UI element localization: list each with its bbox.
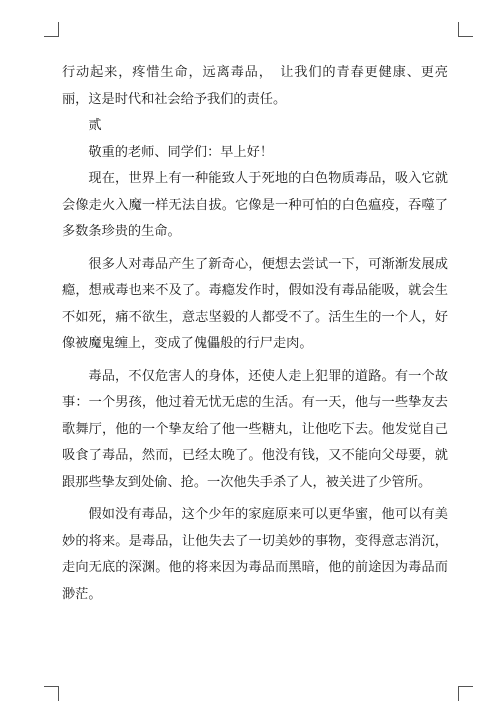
paragraph: 毒品，不仅危害人的身体，还使人走上犯罪的道路。有一个故事：一个男孩，他过着无忧无虑的生活。有一天，他与一些挚友去歌舞厅，他的一个挚友给了他一些糖丸，让他吃下去。他发觉自己吸食了毒品，然而，已经太晚了。他没有钱，又不能向父母要，就跟那些挚友到处偷、抢。一次他失手杀了人，被关进了少管所。 xyxy=(62,368,448,490)
section-number: 贰 xyxy=(88,118,102,133)
crop-mark-bottom-left xyxy=(44,686,59,701)
crop-mark-top-right xyxy=(458,22,473,37)
crop-mark-bottom-right xyxy=(458,686,473,701)
paragraph: 现在，世界上有一种能致人于死地的白色物质毒品，吸入它就会像走火入魔一样无法自拔。它像是一种可怕的白色瘟疫，吞噬了多数条珍贵的生命。 xyxy=(62,171,448,239)
crop-mark-top-left xyxy=(44,22,59,37)
body-text xyxy=(62,60,448,608)
paragraph: 假如没有毒品，这个少年的家庭原来可以更华蜜，他可以有美妙的将来。是毒品，让他失去了一切美妙的事物，变得意志消沉，走向无底的深渊。他的将来因为毒品而黑暗，他的前途因为毒品而渺茫。 xyxy=(62,507,448,602)
paragraph-continuation: 行动起来，疼惜生命，远离毒品， 让我们的青春更健康、更亮丽，这是时代和社会给予我们的责任。 xyxy=(62,65,448,107)
paragraph: 很多人对毒品产生了新奇心，便想去尝试一下，可渐渐发展成瘾，想戒毒也来不及了。毒瘾发作时，假如没有毒品能吸，就会生不如死，痛不欲生，意志坚毅的人都受不了。活生生的一个人，好像被魔鬼缠上，变成了傀儡般的行尸走肉。 xyxy=(62,256,448,351)
salutation: 敬重的老师、同学们：早上好！ xyxy=(88,144,274,160)
